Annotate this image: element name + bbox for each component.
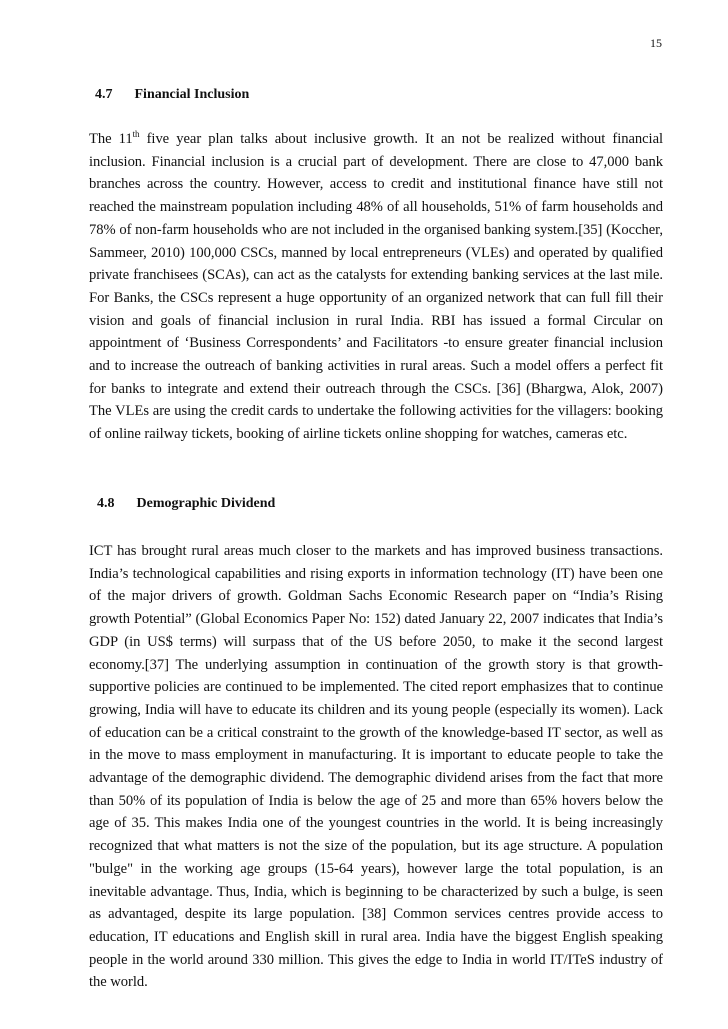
section-number: 4.7 <box>95 87 113 102</box>
paragraph-text: five year plan talks about inclusive growth. It an not be realized without financial inclusion. Financial inclusion is a crucial part of development. There are close to 47,000 bank branches across the country. However, access to credit and institutional finance have still not reached the mainstream population including 48% of all households, 51% of farm households and 78% of non-farm households who are not included in the organised banking system.[35] (Koccher, Sammeer, 2010) 100,000 CSCs, manned by local entrepreneurs (VLEs) and operated by qualified private franchisees (SCAs), can act as the catalysts for extending banking services at the last mile. For Banks, the CSCs represent a huge opportunity of an organized network that can full fill their vision and goals of financial inclusion in rural India. RBI has issued a formal Circular on appointment of ‘Business Correspondents’ and Facilitators -to ensure greater financial inclusion and to increase the outreach of banking activities in rural areas. Such a model offers a perfect fit for banks to integrate and extend their outreach through the CSCs. [36] (Bhargwa, Alok, 2007) The VLEs are using the credit cards to undertake the following activities for the villagers: booking of online railway tickets, booking of airline tickets online shopping for watches, cameras etc. <box>89 131 663 443</box>
section-heading-demographic-dividend <box>97 496 275 512</box>
section-title: Demographic Dividend <box>136 496 276 511</box>
section-paragraph-financial-inclusion <box>89 128 663 446</box>
page-number: 15 <box>650 36 662 50</box>
section-heading-financial-inclusion <box>95 87 249 103</box>
ordinal-superscript: th <box>132 129 140 139</box>
paragraph-lead: The 11 <box>89 131 133 147</box>
section-number: 4.8 <box>97 496 115 511</box>
section-title: Financial Inclusion <box>134 87 250 102</box>
section-paragraph-demographic-dividend: ICT has brought rural areas much closer to the markets and has improved business transactions. India’s technological capabilities and rising exports in information technology (IT) have been one of the major drivers of growth. Goldman Sachs Economic Research paper on “India’s Rising growth Potential” (Global Economics Paper No: 152) dated January 22, 2007 indicates that India’s GDP (in US$ terms) will surpass that of the US before 2050, to make it the second largest economy.[37] The underlying assumption in continuation of the growth story is that growth-supportive policies are continued to be implemented. The cited report emphasizes that to continue growing, India will have to educate its children and its young people (especially its women). Lack of education can be a critical constraint to the growth of the knowledge-based IT sector, as well as in the move to mass employment in manufacturing. It is important to educate people to take the advantage of the demographic dividend. The demographic dividend arises from the fact that more than 50% of its population of India is below the age of 25 and more than 65% hovers below the age of 35. This makes India one of the youngest countries in the world. It is being increasingly recognized that what matters is not the size of the population, but its age structure. A population "bulge" in the working age groups (15-64 years), however large the total population, is an inevitable advantage. Thus, India, which is beginning to be characterized by such a bulge, is seen as advantaged, despite its large population. [38] Common services centres provide access to education, IT educations and English skill in rural area. India have the biggest English speaking people in the world around 330 million. This gives the edge to India in world IT/ITeS industry of the world. <box>89 543 663 991</box>
